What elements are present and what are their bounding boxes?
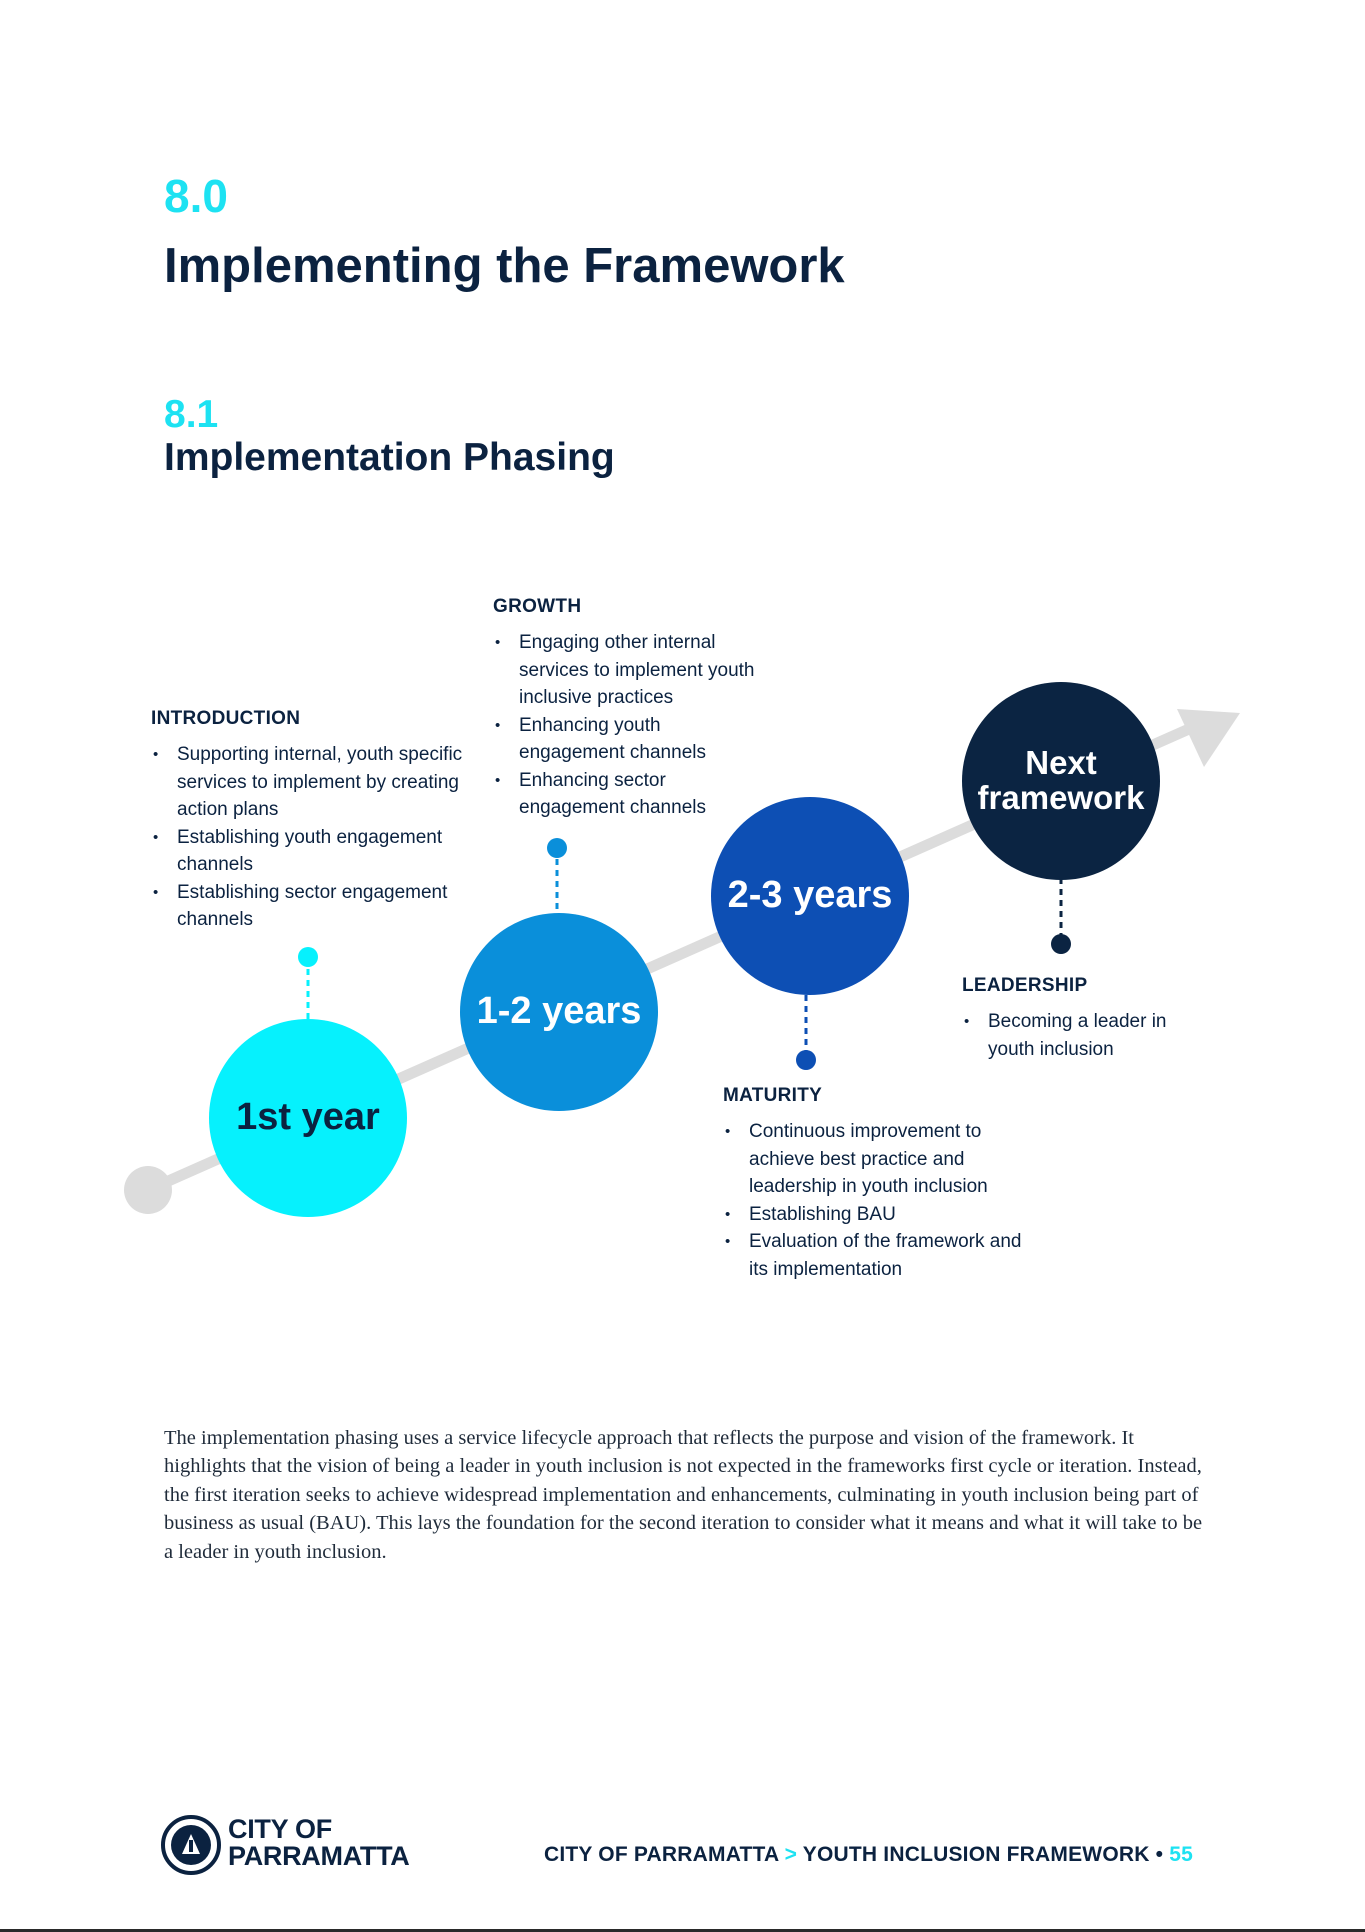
phase-title: MATURITY <box>723 1085 823 1106</box>
stage-label-2-3-years: 2-3 years <box>727 874 893 917</box>
list-item: • Enhancing sector engagement channels <box>493 767 763 822</box>
implementation-phasing-diagram <box>0 560 1365 1300</box>
city-of-parramatta-logo <box>160 1812 420 1880</box>
footer-org: CITY OF PARRAMATTA <box>544 1843 779 1866</box>
footer-separator: > <box>784 1843 798 1866</box>
phase-list <box>151 741 471 934</box>
list-item: • Supporting internal, youth specific services to implement by creating action plans <box>151 741 471 824</box>
timeline-arrowhead <box>1177 709 1240 767</box>
list-item: • Establishing youth engagement channels <box>151 824 471 879</box>
phase-title: GROWTH <box>493 596 582 617</box>
phase-maturity <box>723 1084 1043 1283</box>
stage-label-1st-year: 1st year <box>236 1096 380 1139</box>
body-paragraph: The implementation phasing uses a service lifecycle approach that reflects the purpose and vision of the framework. It highlights that the vision of being a leader in youth inclusion is not expected in the frameworks first cycle or iteration. Instead, the first iteration seeks to achieve widespread implementation and enhancements, culminating in youth inclusion being part of business as usual (BAU). This lays the foundation for the second iteration to consider what it means and what it will take to be a leader in youth inclusion. <box>164 1427 1203 1563</box>
phase-title: LEADERSHIP <box>962 975 1088 996</box>
footer-running-title <box>544 1843 1193 1867</box>
footer-doc-title: YOUTH INCLUSION FRAMEWORK <box>802 1843 1150 1866</box>
list-item: • Evaluation of the framework and its implementation <box>723 1228 1043 1283</box>
list-item: • Continuous improvement to achieve best practice and leadership in youth inclusion <box>723 1118 1043 1201</box>
list-item: • Establishing sector engagement channels <box>151 879 471 934</box>
list-item: • Engaging other internal services to implement youth inclusive practices <box>493 629 763 712</box>
section-number: 8.0 <box>164 170 228 222</box>
phase-list <box>493 629 763 822</box>
subsection-title: Implementation Phasing <box>164 436 615 479</box>
timeline-start-dot <box>124 1166 172 1214</box>
subsection-number: 8.1 <box>164 393 219 436</box>
page-number: 55 <box>1169 1843 1194 1866</box>
page-title: Implementing the Framework <box>164 239 845 293</box>
stage-label-next-framework: Next framework <box>977 744 1145 816</box>
list-item: • Establishing BAU <box>723 1201 1043 1229</box>
list-item: • Enhancing youth engagement channels <box>493 712 763 767</box>
list-item: • Becoming a leader in youth inclusion <box>962 1008 1212 1063</box>
logo-line-2: PARRAMATTA <box>228 1841 410 1871</box>
stage-label-1-2-years: 1-2 years <box>476 990 642 1033</box>
phase-introduction <box>151 707 471 934</box>
phase-list <box>723 1118 1043 1283</box>
connector-dot-growth <box>547 838 567 858</box>
logo-wordmark <box>228 1816 409 1870</box>
footer-bullet: • <box>1155 1843 1164 1866</box>
council-crest-icon <box>160 1814 222 1876</box>
connector-dot-leadership <box>1051 934 1071 954</box>
connector-dot-intro <box>298 947 318 967</box>
logo-line-1: CITY OF <box>228 1814 332 1844</box>
phase-leadership <box>962 974 1212 1063</box>
phase-title: INTRODUCTION <box>151 708 301 729</box>
phase-growth <box>493 595 763 822</box>
connector-dot-maturity <box>796 1050 816 1070</box>
phase-list <box>962 1008 1212 1063</box>
